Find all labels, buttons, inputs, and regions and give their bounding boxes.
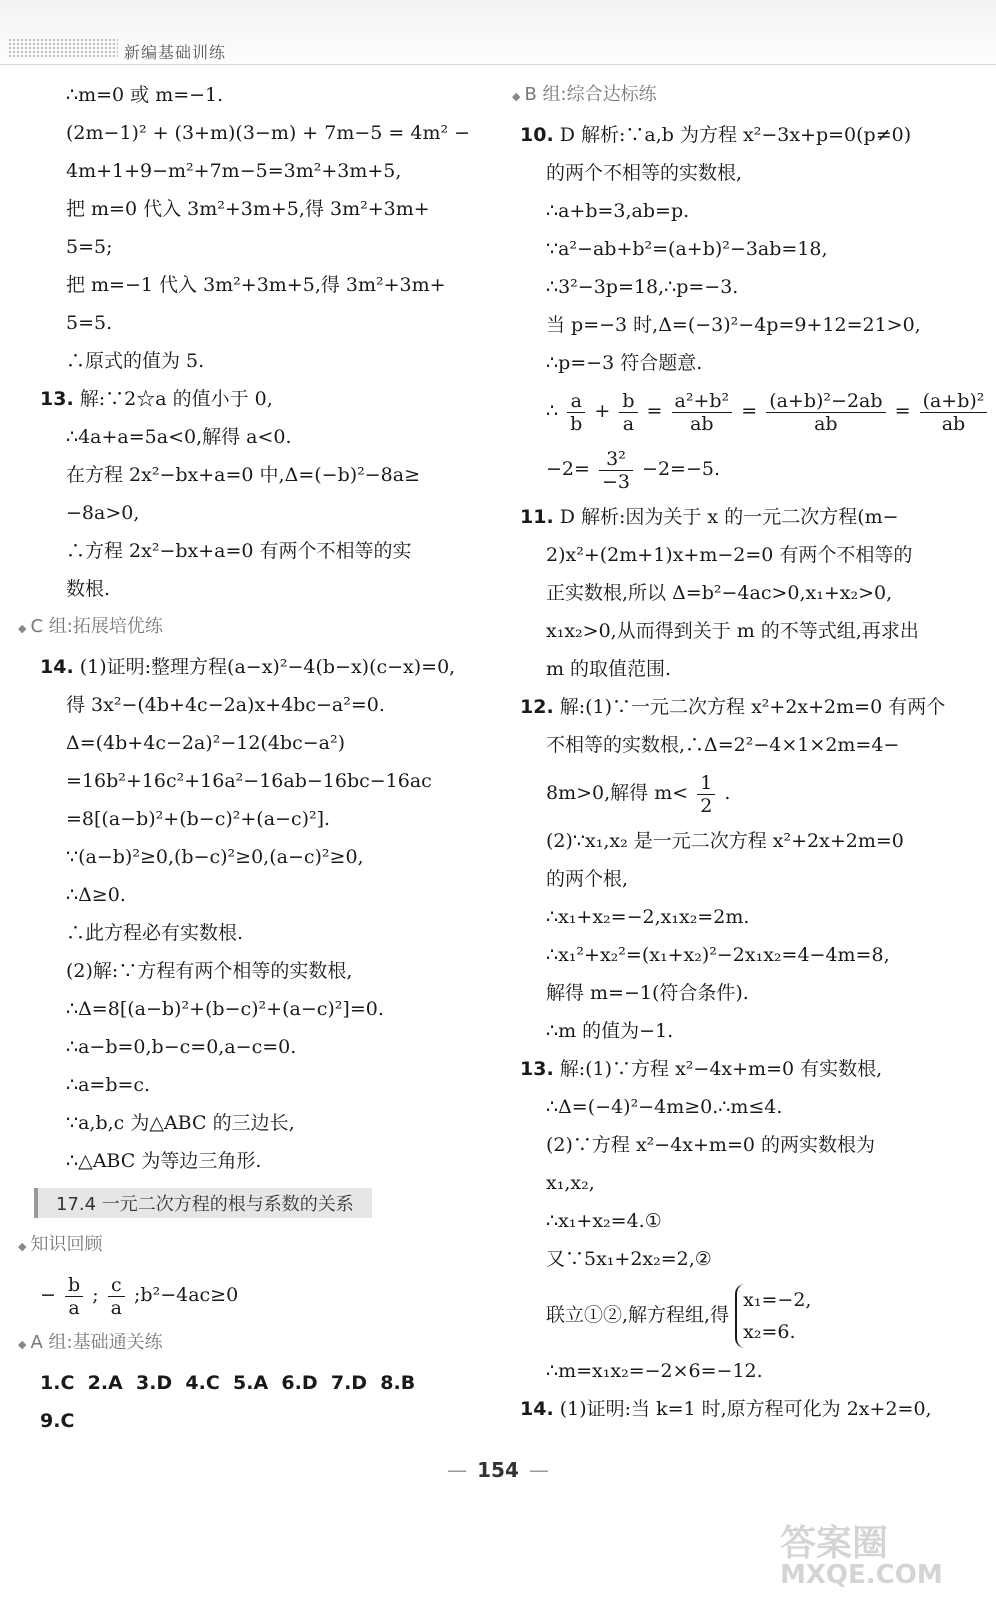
text-line: x₁,x₂, xyxy=(546,1172,595,1194)
question-number: 14. xyxy=(520,1398,554,1420)
fraction-denominator: 2 xyxy=(700,794,713,817)
text-line: −8a>0, xyxy=(66,502,140,524)
section-heading-a: ◆ A 组:基础通关练 xyxy=(18,1324,485,1364)
system-equation: x₁=−2, xyxy=(743,1289,812,1311)
fraction-denominator: −3 xyxy=(601,470,630,493)
fraction-one-half xyxy=(697,772,715,817)
text-line: ∵a,b,c 为△ABC 的三边长, xyxy=(66,1112,295,1134)
text-line: 正实数根,所以 Δ=b²−4ac>0,x₁+x₂>0, xyxy=(546,582,893,604)
text-line: m 的取值范围. xyxy=(546,658,672,680)
equals-sign: = xyxy=(894,400,911,422)
header-pattern xyxy=(8,38,118,58)
text-line: ∴a=b=c. xyxy=(66,1074,151,1096)
text-fragment: −2=−5. xyxy=(642,458,721,480)
text-line: (2)∵x₁,x₂ 是一元二次方程 x²+2x+2m=0 xyxy=(546,830,904,852)
text-line: ∴Δ≥0. xyxy=(66,884,126,906)
fraction-b-over-a xyxy=(65,1274,83,1319)
question-12 xyxy=(520,688,975,726)
book-title: 新编基础训练 xyxy=(124,43,227,62)
text-line: x₁x₂>0,从而得到关于 m 的不等式组,再求出 xyxy=(546,620,919,642)
text-line: 5=5; xyxy=(66,236,113,258)
fraction-numerator: (a+b)²−2ab xyxy=(766,390,885,413)
text-line: =16b²+16c²+16a²−16ab−16bc−16ac xyxy=(66,770,432,792)
fraction-denominator: a xyxy=(110,1296,122,1319)
fraction-denominator: a xyxy=(622,412,635,435)
formula-line xyxy=(520,382,985,440)
section-heading-c: ◆ C 组:拓展培优练 xyxy=(18,608,485,648)
question-number: 13. xyxy=(40,388,74,410)
section-heading-b: ◆ B 组:综合达标练 xyxy=(512,76,975,116)
header-rule xyxy=(0,64,996,65)
fraction-denominator: b xyxy=(570,412,583,435)
text-line: (2)∵方程 x²−4x+m=0 的两实数根为 xyxy=(546,1134,875,1156)
question-number: 12. xyxy=(520,696,554,718)
fraction xyxy=(920,390,988,435)
text-line: 数根. xyxy=(66,578,111,600)
text-line: Δ=(4b+4c−2a)²−12(4bc−a²) xyxy=(66,732,345,754)
text-line: ∴a−b=0,b−c=0,a−c=0. xyxy=(66,1036,297,1058)
text-line: 5=5. xyxy=(66,312,113,334)
text-line: 的两个不相等的实数根, xyxy=(546,162,743,184)
question-11 xyxy=(520,498,975,536)
text-line: ∵a²−ab+b²=(a+b)²−3ab=18, xyxy=(546,238,828,260)
text-line: ∴4a+a=5a<0,解得 a<0. xyxy=(66,426,292,448)
formula-line xyxy=(520,764,975,822)
fraction-numerator: (a+b)² xyxy=(920,390,988,413)
watermark-site: MXQE.COM xyxy=(780,1560,943,1590)
text-line: ∴△ABC 为等边三角形. xyxy=(66,1150,262,1172)
recall-answer xyxy=(40,1266,485,1324)
recall-tail: ;b²−4ac≥0 xyxy=(134,1284,239,1306)
text-line: 在方程 2x²−bx+a=0 中,Δ=(−b)²−8a≥ xyxy=(66,464,421,486)
fraction-numerator: b xyxy=(65,1274,83,1297)
text-line: (2)解:∵方程有两个相等的实数根, xyxy=(66,960,353,982)
fraction xyxy=(619,390,637,435)
fraction-denominator: a xyxy=(68,1296,80,1319)
text-line: ∴p=−3 符合题意. xyxy=(546,352,703,374)
text-fragment: 8m>0,解得 m< xyxy=(546,782,689,804)
text-line: 得 3x²−(4b+4c−2a)x+4bc−a²=0. xyxy=(66,694,385,716)
text-fragment: 联立①②,解方程组,得 xyxy=(546,1304,730,1326)
page-number-text: 154 xyxy=(477,1458,519,1482)
fraction-numerator: a xyxy=(567,390,585,413)
text-line: 4m+1+9−m²+7m−5=3m²+3m+5, xyxy=(66,160,402,182)
text-line: ∴Δ=8[(a−b)²+(b−c)²+(a−c)²]=0. xyxy=(66,998,384,1020)
question-number: 11. xyxy=(520,506,554,528)
fraction-c-over-a xyxy=(108,1274,125,1319)
text-line: D 解析:∵a,b 为方程 x²−3x+p=0(p≠0) xyxy=(559,124,912,146)
answer-list: 1.C 2.A 3.D 4.C 5.A 6.D 7.D 8.B xyxy=(40,1372,416,1394)
watermark-logo: 答案圈 xyxy=(780,1523,889,1564)
text-line: (1)证明:当 k=1 时,原方程可化为 2x+2=0, xyxy=(559,1398,932,1420)
watermark xyxy=(780,1515,980,1595)
left-column xyxy=(30,76,485,1440)
minus-sign: − xyxy=(40,1284,56,1306)
separator: ; xyxy=(92,1284,99,1306)
fraction xyxy=(567,390,585,435)
plus-sign: + xyxy=(594,400,611,422)
fraction xyxy=(766,390,885,435)
text-line: 的两个根, xyxy=(546,868,629,890)
text-line: ∴x₁+x₂=−2,x₁x₂=2m. xyxy=(546,906,750,928)
fraction-denominator: ab xyxy=(941,412,966,435)
fraction-numerator: a²+b² xyxy=(672,390,733,413)
fraction xyxy=(599,448,633,493)
text-line: ∴m=0 或 m=−1. xyxy=(66,84,224,106)
equation-system-brace xyxy=(735,1284,811,1348)
text-line: ∴x₁²+x₂²=(x₁+x₂)²−2x₁x₂=4−4m=8, xyxy=(546,944,890,966)
formula-line xyxy=(520,440,975,498)
fraction-numerator: b xyxy=(619,390,637,413)
equals-sign: = xyxy=(741,400,758,422)
question-14 xyxy=(40,648,485,686)
question-13 xyxy=(520,1050,975,1088)
text-line: ∴方程 2x²−bx+a=0 有两个不相等的实 xyxy=(66,540,412,562)
text-line: 不相等的实数根,∴Δ=2²−4×1×2m=4− xyxy=(546,734,900,756)
equals-sign: = xyxy=(646,400,663,422)
question-number: 14. xyxy=(40,656,74,678)
text-line: ∴a+b=3,ab=p. xyxy=(546,200,690,222)
question-number: 10. xyxy=(520,124,554,146)
page-number: — 154 — xyxy=(447,1458,549,1482)
text-fragment: . xyxy=(724,782,731,804)
section-banner: 17.4 一元二次方程的根与系数的关系 xyxy=(34,1188,372,1218)
question-14 xyxy=(520,1390,975,1428)
question-10 xyxy=(520,116,975,154)
text-line: ∴m 的值为−1. xyxy=(546,1020,674,1042)
text-line: (2m−1)² + (3+m)(3−m) + 7m−5 = 4m² − xyxy=(66,122,471,144)
text-fragment: −2= xyxy=(546,458,590,480)
text-line: 解:(1)∵方程 x²−4x+m=0 有实数根, xyxy=(559,1058,883,1080)
page-header xyxy=(0,0,996,70)
text-line: 把 m=0 代入 3m²+3m+5,得 3m²+3m+ xyxy=(66,198,430,220)
text-line: ∴Δ=(−4)²−4m≥0.∴m≤4. xyxy=(546,1096,783,1118)
text-line: ∴此方程必有实数根. xyxy=(66,922,244,944)
text-line: ∴m=x₁x₂=−2×6=−12. xyxy=(546,1360,763,1382)
text-line: 当 p=−3 时,Δ=(−3)²−4p=9+12=21>0, xyxy=(546,314,921,336)
equation-system-line xyxy=(520,1278,975,1352)
fraction-numerator: 3² xyxy=(599,448,633,471)
text-line: 又∵5x₁+2x₂=2,② xyxy=(546,1248,712,1270)
text-line: 2)x²+(2m+1)x+m−2=0 有两个不相等的 xyxy=(546,544,913,566)
fraction-denominator: ab xyxy=(690,412,714,435)
question-13 xyxy=(40,380,485,418)
text-line: 解:(1)∵一元二次方程 x²+2x+2m=0 有两个 xyxy=(559,696,946,718)
text-line: 把 m=−1 代入 3m²+3m+5,得 3m²+3m+ xyxy=(66,274,446,296)
system-equation: x₂=6. xyxy=(743,1321,796,1343)
therefore-sign: ∴ xyxy=(546,400,559,422)
text-line: 解:∵2☆a 的值小于 0, xyxy=(79,388,273,410)
question-number: 13. xyxy=(520,1058,554,1080)
text-line: (1)证明:整理方程(a−x)²−4(b−x)(c−x)=0, xyxy=(79,656,456,678)
right-column xyxy=(520,76,985,1428)
fraction xyxy=(672,390,733,435)
text-line: 解得 m=−1(符合条件). xyxy=(546,982,749,1004)
text-line: =8[(a−b)²+(b−c)²+(a−c)²]. xyxy=(66,808,331,830)
text-line: ∵(a−b)²≥0,(b−c)²≥0,(a−c)²≥0, xyxy=(66,846,364,868)
text-line: ∴3²−3p=18,∴p=−3. xyxy=(546,276,739,298)
fraction-numerator: 1 xyxy=(697,772,715,795)
fraction-denominator: ab xyxy=(814,412,838,435)
fraction-numerator: c xyxy=(108,1274,125,1297)
text-line: D 解析:因为关于 x 的一元二次方程(m− xyxy=(559,506,899,528)
section-heading-recall: ◆ 知识回顾 xyxy=(18,1226,485,1266)
text-line: ∴x₁+x₂=4.① xyxy=(546,1210,662,1232)
text-line: ∴原式的值为 5. xyxy=(66,350,205,372)
answer-list: 9.C xyxy=(40,1410,75,1432)
